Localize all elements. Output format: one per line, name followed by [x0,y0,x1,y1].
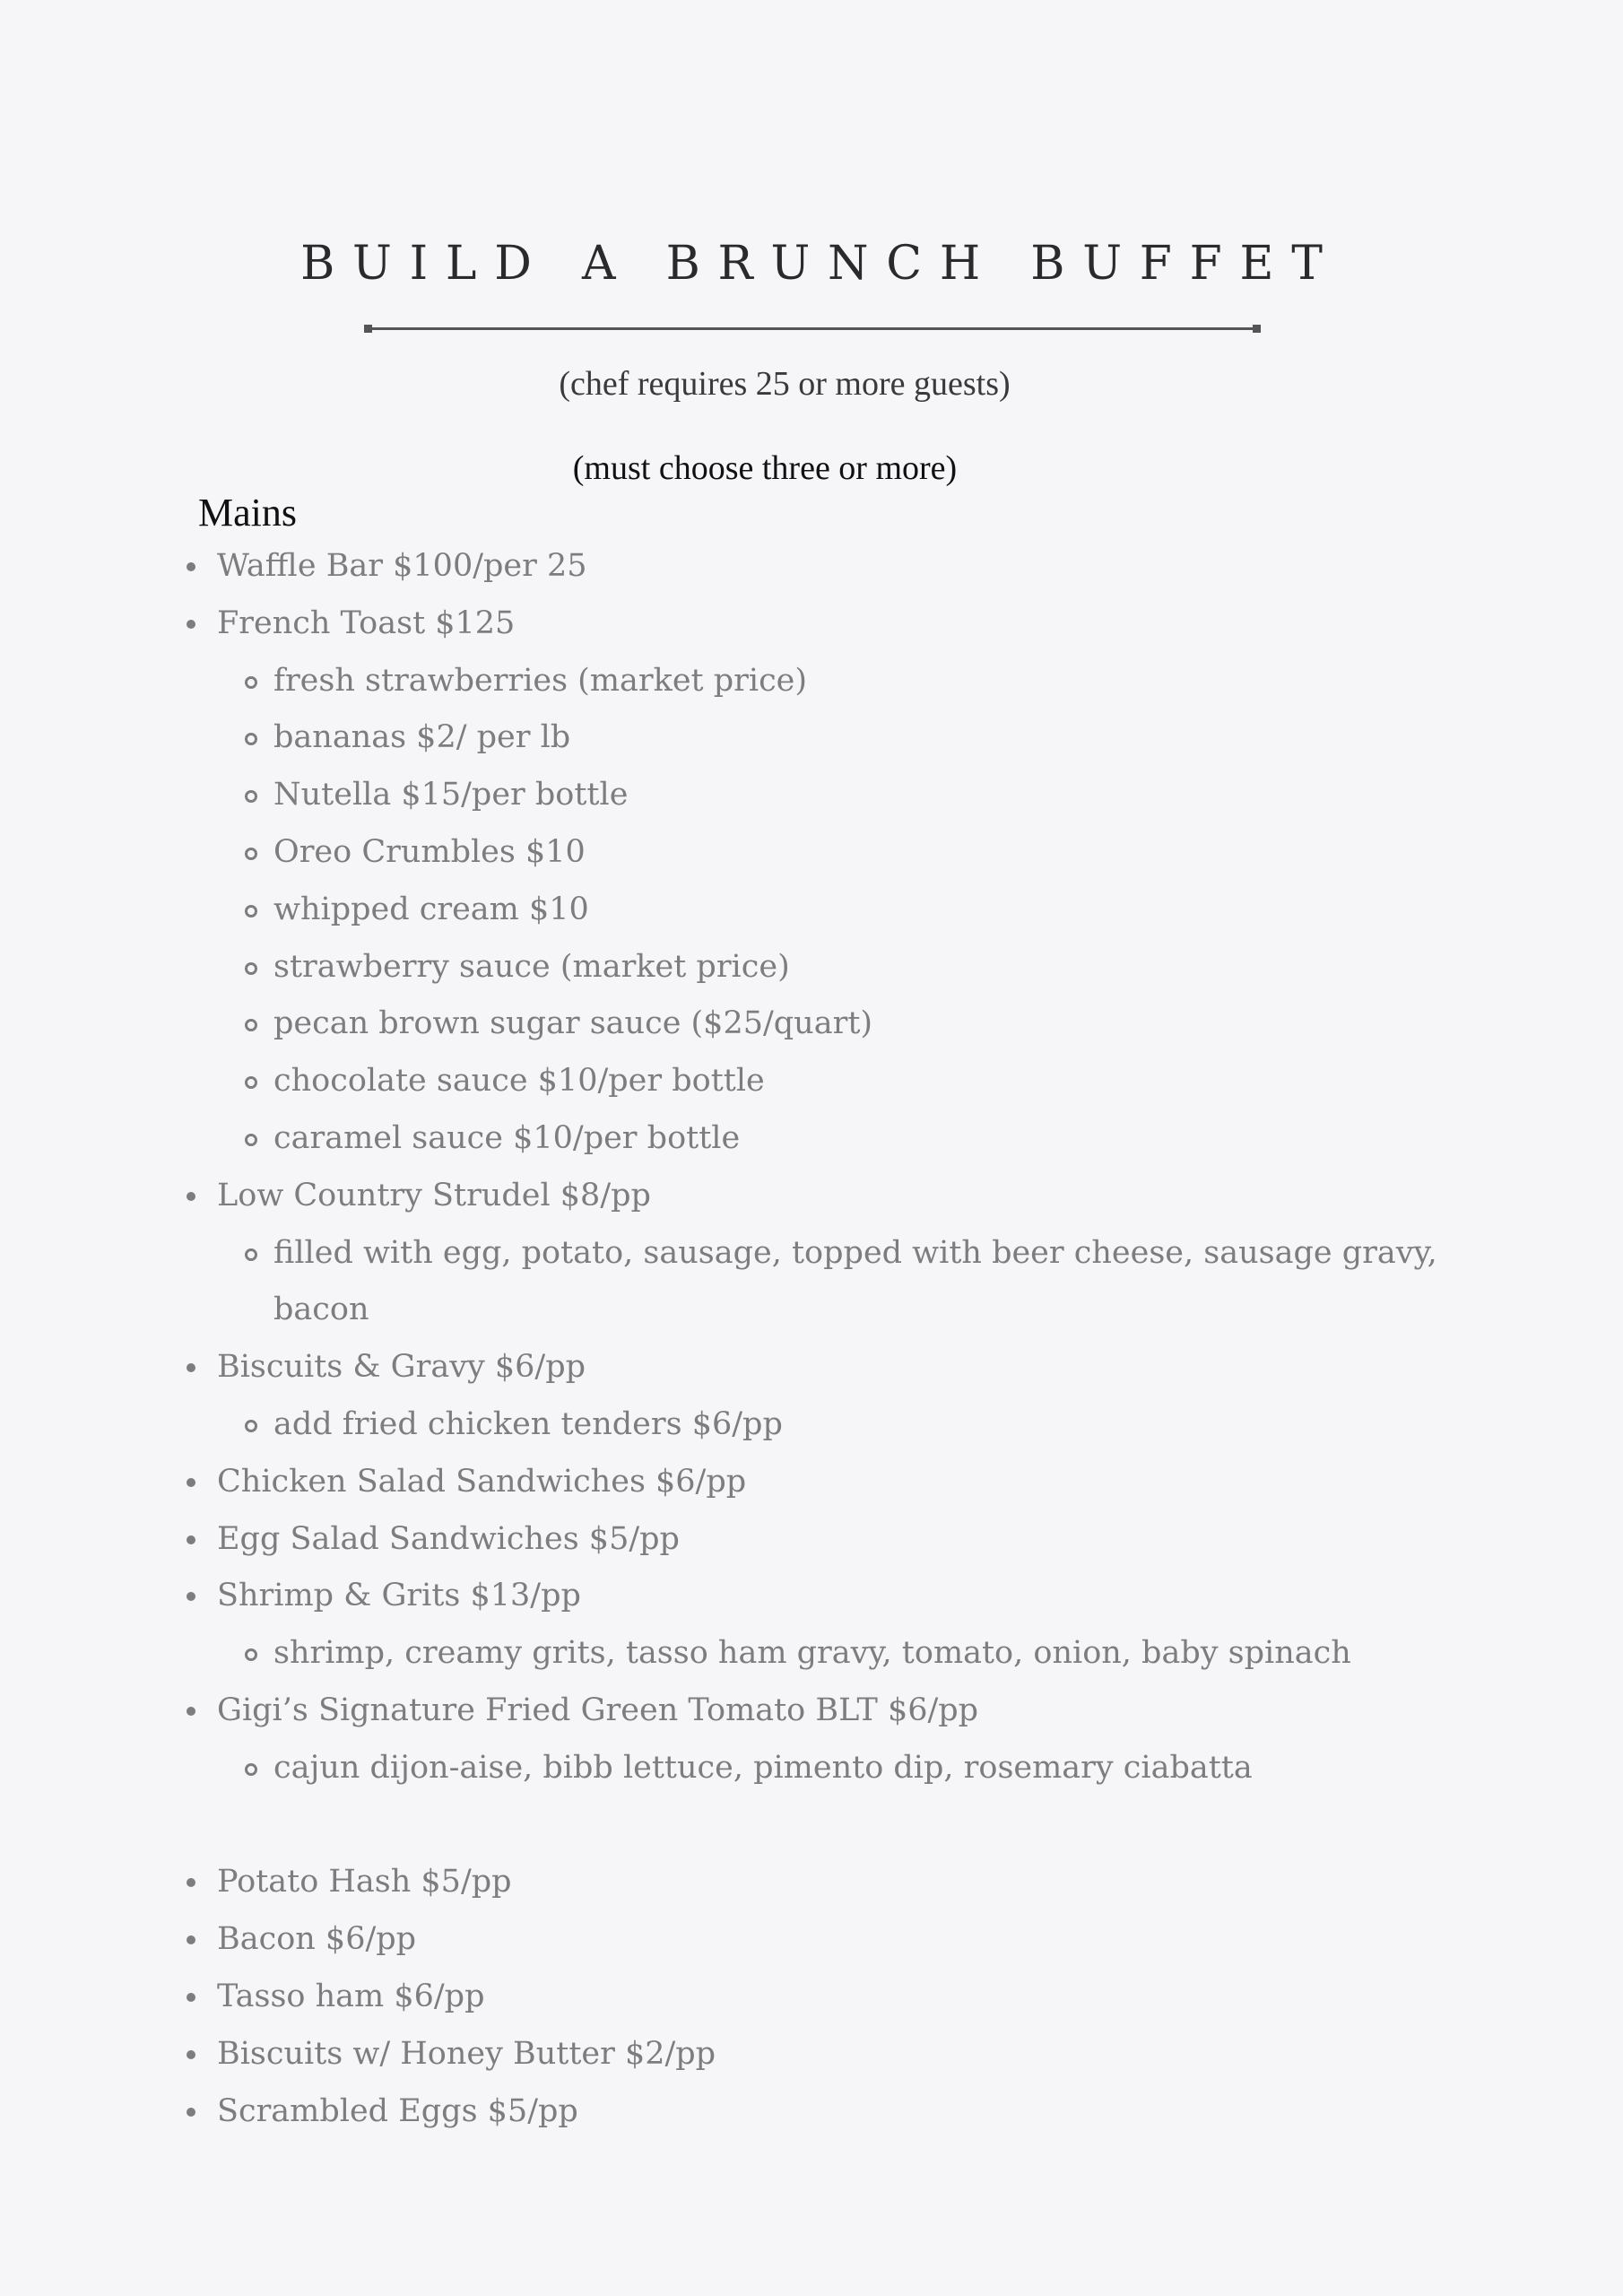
item-text: Chicken Salad Sandwiches $6/pp [217,1463,747,1500]
item-text: shrimp, creamy grits, tasso ham gravy, tomato, onion, baby spinach [273,1635,1351,1672]
bullet-circle-icon [245,1648,257,1661]
item-text: Biscuits w/ Honey Butter $2/pp [217,2035,716,2072]
bullet-disc-icon [187,1363,195,1372]
section-heading-mains: Mains [198,491,297,535]
menu-subitem [0,939,1623,996]
item-text: Egg Salad Sandwiches $5/pp [217,1520,680,1557]
bullet-disc-icon [187,2108,195,2117]
item-text: add fried chicken tenders $6/pp [273,1405,783,1442]
menu-item [0,1511,1623,1569]
item-text: strawberry sauce (market price) [273,948,790,985]
page-title: BUILD A BRUNCH BUFFET [300,237,1341,291]
menu-item [0,1683,1623,1740]
bullet-circle-icon [245,905,257,918]
bullet-disc-icon [187,1993,195,2002]
menu-item [0,1168,1623,1225]
menu-item [0,2083,1623,2141]
item-text: Waffle Bar $100/per 25 [217,548,587,584]
menu-item [0,1568,1623,1625]
menu-subitem [0,767,1623,824]
item-text: Nutella $15/per bottle [273,777,629,813]
item-text: cajun dijon-aise, bibb lettuce, pimento dip, rosemary ciabatta [273,1749,1253,1786]
bullet-disc-icon [187,2050,195,2059]
bullet-circle-icon [245,1019,257,1031]
menu-subitem [0,1110,1623,1168]
bullet-disc-icon [187,1878,195,1887]
item-text: pecan brown sugar sauce ($25/quart) [273,1005,873,1042]
menu-item [0,1854,1623,1911]
menu-subitem [0,1625,1623,1683]
bullet-circle-icon [245,962,257,975]
bullet-disc-icon [187,1592,195,1601]
item-text: caramel sauce $10/per bottle [273,1119,741,1156]
item-text: Tasso ham $6/pp [217,1978,485,2014]
item-text: bananas $2/ per lb [273,719,571,756]
bullet-circle-icon [245,1420,257,1432]
bullet-circle-icon [245,676,257,689]
item-text: filled with egg, potato, sausage, topped with beer cheese, sausage gravy, [273,1234,1437,1271]
item-text: Scrambled Eggs $5/pp [217,2092,578,2129]
bullet-circle-icon [245,1134,257,1146]
menu-item [0,2026,1623,2083]
bullet-circle-icon [245,1763,257,1776]
item-text: fresh strawberries (market price) [273,662,808,699]
menu-subitem [0,882,1623,939]
menu-subitem [0,824,1623,882]
item-text: Shrimp & Grits $13/pp [217,1578,581,1614]
menu-subitem [0,1225,1623,1283]
menu-list [0,538,1623,2140]
menu-subitem-continuation [0,1282,1623,1339]
menu-item [0,1454,1623,1511]
menu-item [0,1911,1623,1969]
bullet-circle-icon [245,733,257,745]
guest-requirement-note: (chef requires 25 or more guests) [559,365,1011,403]
menu-item [0,538,1623,596]
bullet-circle-icon [245,1076,257,1089]
menu-subitem [0,709,1623,767]
item-text: bacon [273,1292,369,1328]
bullet-disc-icon [187,620,195,629]
bullet-circle-icon [245,1248,257,1261]
item-text: Bacon $6/pp [217,1921,417,1958]
title-divider [366,327,1259,330]
bullet-circle-icon [245,848,257,860]
item-text: Oreo Crumbles $10 [273,833,586,870]
item-text: Gigi’s Signature Fried Green Tomato BLT $6/pp [217,1692,979,1728]
list-spacer [0,1797,1623,1855]
item-text: chocolate sauce $10/per bottle [273,1063,765,1100]
bullet-circle-icon [245,790,257,803]
menu-item [0,596,1623,653]
menu-subitem [0,1053,1623,1110]
bullet-disc-icon [187,1707,195,1716]
menu-item [0,1969,1623,2026]
item-text: whipped cream $10 [273,891,589,927]
bullet-disc-icon [187,1535,195,1544]
item-text: French Toast $125 [217,604,516,641]
selection-requirement-note: (must choose three or more) [572,449,958,487]
item-text: Biscuits & Gravy $6/pp [217,1349,586,1386]
bullet-disc-icon [187,1192,195,1201]
bullet-disc-icon [187,1935,195,1944]
bullet-disc-icon [187,1478,195,1487]
item-text: Low Country Strudel $8/pp [217,1177,651,1213]
bullet-disc-icon [187,562,195,571]
menu-item [0,1339,1623,1396]
item-text: Potato Hash $5/pp [217,1864,512,1900]
menu-subitem [0,653,1623,710]
menu-subitem [0,1740,1623,1797]
menu-subitem [0,996,1623,1053]
menu-subitem [0,1396,1623,1454]
